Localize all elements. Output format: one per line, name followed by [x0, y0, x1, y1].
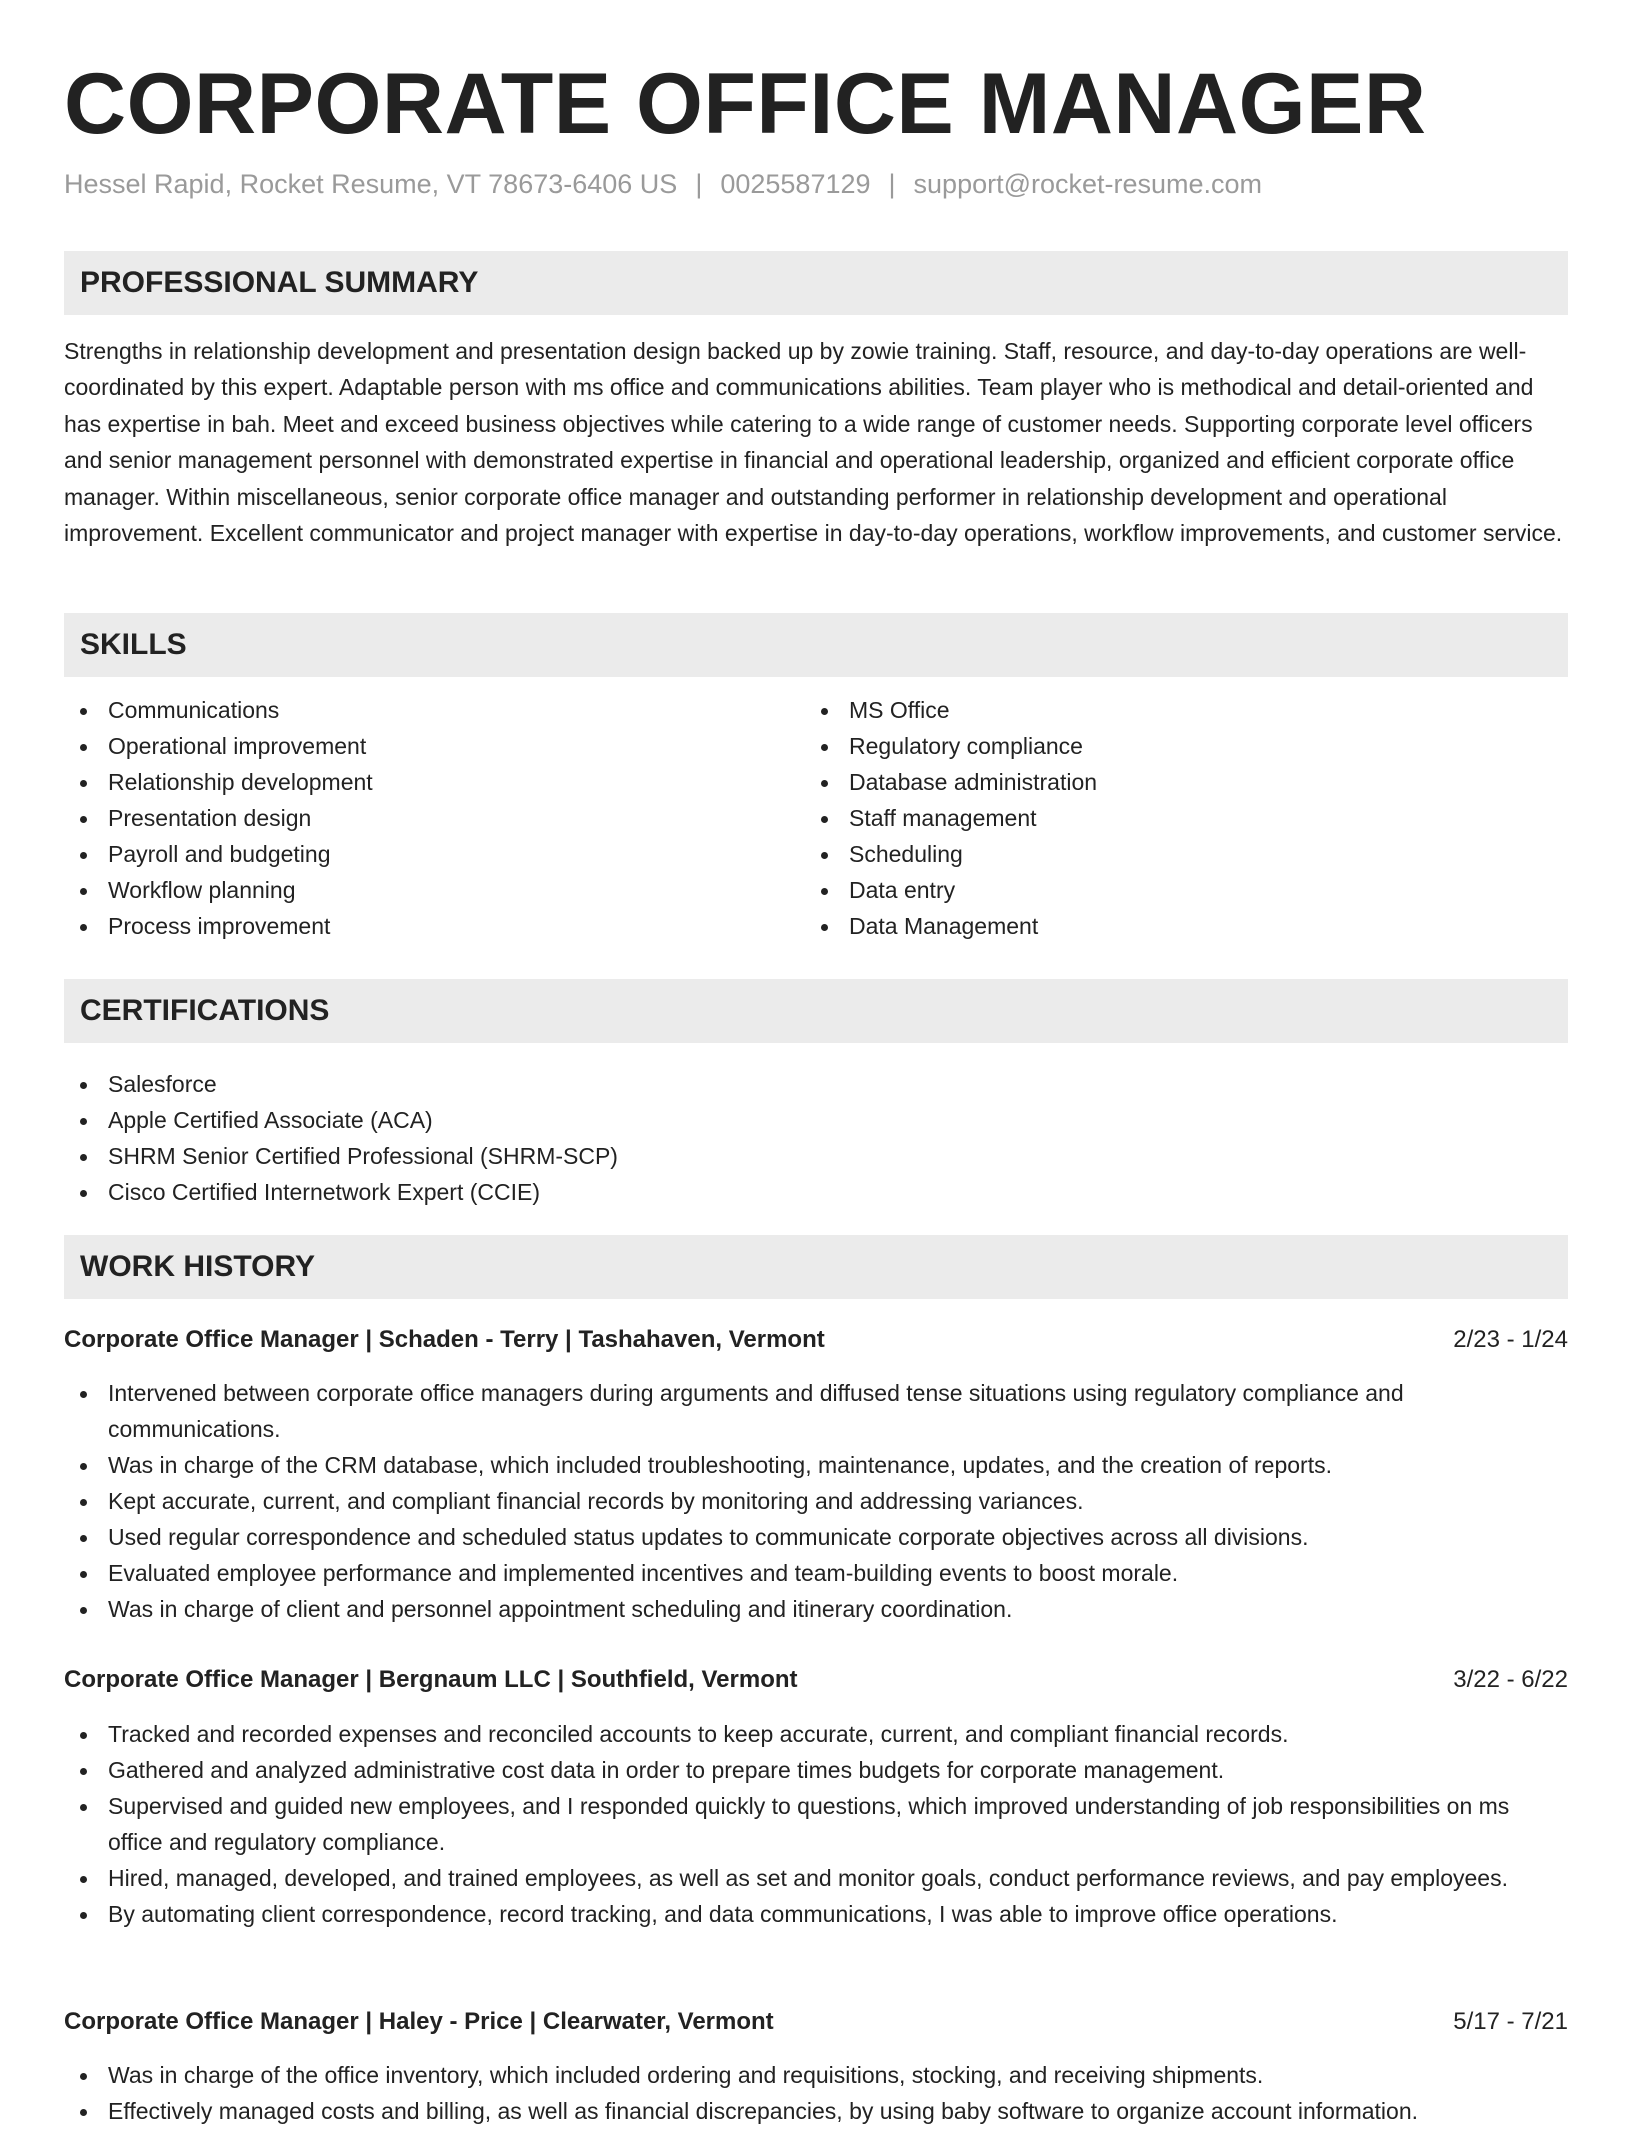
certification-item: Cisco Certified Internetwork Expert (CCIE): [64, 1174, 1568, 1210]
skill-item: Data entry: [805, 872, 1565, 908]
job-bullet: Used regular correspondence and scheduled status updates to communicate corporate objectives across all divisions.: [64, 1519, 1568, 1555]
certification-item: SHRM Senior Certified Professional (SHRM-SCP): [64, 1138, 1568, 1174]
skill-item: Scheduling: [805, 836, 1565, 872]
job-bullets: [64, 2057, 1568, 2129]
skill-item: Presentation design: [64, 800, 794, 836]
work-history-heading: WORK HISTORY: [64, 1235, 1568, 1299]
skill-item: Workflow planning: [64, 872, 794, 908]
job-title: Corporate Office Manager | Bergnaum LLC | Southfield, Vermont: [64, 1666, 798, 1693]
contact-separator: |: [695, 169, 703, 199]
skill-item: Data Management: [805, 908, 1565, 944]
job-header: [64, 1662, 1568, 1698]
job-bullet: Intervened between corporate office managers during arguments and diffused tense situations using regulatory compliance and communications.: [64, 1375, 1568, 1447]
job-bullets: [64, 1375, 1568, 1627]
job-bullet: Evaluated employee performance and implemented incentives and team-building events to boost morale.: [64, 1555, 1568, 1591]
summary-heading: PROFESSIONAL SUMMARY: [64, 251, 1568, 315]
contact-phone: 0025587129: [720, 169, 871, 199]
skills-list-left: [64, 692, 794, 944]
skill-item: Regulatory compliance: [805, 728, 1565, 764]
summary-text: Strengths in relationship development and presentation design backed up by zowie training. Staff, resource, and day-to-day operations are well-coordinated by this expert. Adaptable person with ms office and communications abilities. Team player who is methodical and detail-oriented and has expertise in bah. Meet and exceed business objectives while catering to a wide range of customer needs. Supporting corporate level officers and senior management personnel with demonstrated expertise in financial and operational leadership, organized and efficient corporate office manager. Within miscellaneous, senior corporate office manager and outstanding performer in relationship development and operational improvement. Excellent communicator and project manager with expertise in day-to-day operations, workflow improvements, and customer service.: [64, 338, 1563, 547]
job-title: Corporate Office Manager | Schaden - Terry | Tashahaven, Vermont: [64, 1326, 825, 1353]
job-bullet: By automating client correspondence, record tracking, and data communications, I was able to improve office operations.: [64, 1896, 1568, 1932]
skill-item: Operational improvement: [64, 728, 794, 764]
contact-line: [64, 166, 1262, 202]
certification-item: Apple Certified Associate (ACA): [64, 1102, 1568, 1138]
job-bullet: Kept accurate, current, and compliant financial records by monitoring and addressing variances.: [64, 1483, 1568, 1519]
contact-address: Hessel Rapid, Rocket Resume, VT 78673-6406 US: [64, 169, 678, 199]
job-header: [64, 2004, 1568, 2040]
job-bullet: Supervised and guided new employees, and I responded quickly to questions, which improved understanding of job responsibilities on ms office and regulatory compliance.: [64, 1788, 1568, 1860]
job-bullet: Was in charge of the office inventory, which included ordering and requisitions, stocking, and receiving shipments.: [64, 2057, 1568, 2093]
skill-item: Relationship development: [64, 764, 794, 800]
job-dates: 5/17 - 7/21: [1453, 2008, 1568, 2035]
job-bullet: Was in charge of the CRM database, which included troubleshooting, maintenance, updates, and the creation of reports.: [64, 1447, 1568, 1483]
skill-item: MS Office: [805, 692, 1565, 728]
skill-item: Staff management: [805, 800, 1565, 836]
resume-name: CORPORATE OFFICE MANAGER: [64, 56, 1427, 152]
contact-email[interactable]: support@rocket-resume.com: [913, 169, 1263, 199]
skill-item: Process improvement: [64, 908, 794, 944]
job-title: Corporate Office Manager | Haley - Price | Clearwater, Vermont: [64, 2008, 774, 2035]
certifications-heading: CERTIFICATIONS: [64, 979, 1568, 1043]
job-bullet: Gathered and analyzed administrative cost data in order to prepare times budgets for corporate management.: [64, 1752, 1568, 1788]
job-dates: 2/23 - 1/24: [1453, 1326, 1568, 1353]
job-bullet: Hired, managed, developed, and trained employees, as well as set and monitor goals, conduct performance reviews, and pay employees.: [64, 1860, 1568, 1896]
certification-item: Salesforce: [64, 1066, 1568, 1102]
skill-item: Communications: [64, 692, 794, 728]
job-bullet: Tracked and recorded expenses and reconciled accounts to keep accurate, current, and compliant financial records.: [64, 1716, 1568, 1752]
job-bullet: Effectively managed costs and billing, as well as financial discrepancies, by using baby software to organize account information.: [64, 2093, 1568, 2129]
skill-item: Payroll and budgeting: [64, 836, 794, 872]
contact-separator: |: [888, 169, 896, 199]
job-dates: 3/22 - 6/22: [1453, 1666, 1568, 1693]
certifications-list: [64, 1066, 1568, 1210]
job-header: [64, 1322, 1568, 1358]
skill-item: Database administration: [805, 764, 1565, 800]
job-bullet: Was in charge of client and personnel appointment scheduling and itinerary coordination.: [64, 1591, 1568, 1627]
skills-list-right: [805, 692, 1565, 944]
job-bullets: [64, 1716, 1568, 1932]
skills-heading: SKILLS: [64, 613, 1568, 677]
